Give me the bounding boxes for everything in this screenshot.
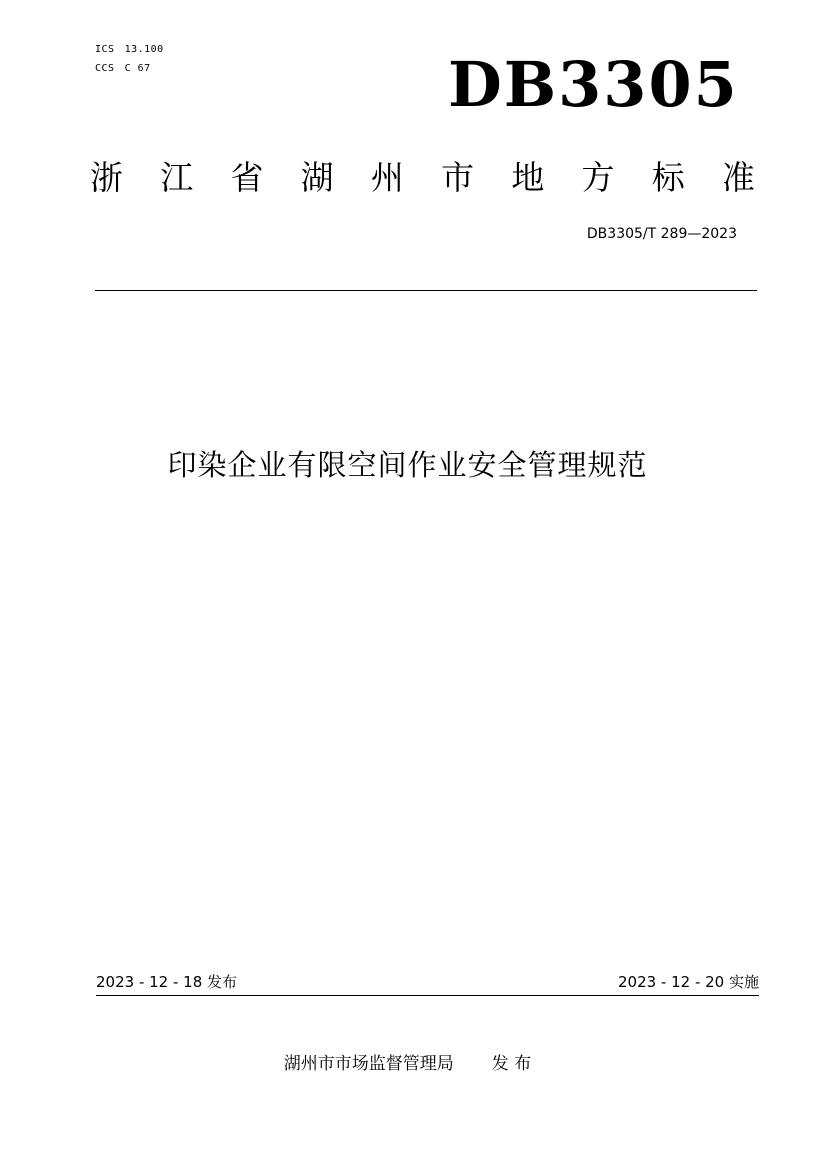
implementation-date: 2023 - 12 - 20 实施 xyxy=(617,973,759,991)
bottom-divider xyxy=(96,995,759,996)
standard-type-char: 浙 xyxy=(90,158,123,197)
standard-type-char: 标 xyxy=(651,158,685,197)
standard-type-char: 准 xyxy=(721,158,755,197)
standard-type-char: 市 xyxy=(441,158,475,197)
standard-type-char: 地 xyxy=(511,158,545,197)
standard-type-char: 方 xyxy=(581,158,615,197)
standard-logo: DB3305 xyxy=(448,48,739,121)
date-row xyxy=(96,970,759,994)
release-date: 2023 - 12 - 18 发布 xyxy=(96,973,238,991)
standard-number: DB3305/T 289—2023 xyxy=(586,226,737,242)
ccs-label: CCS xyxy=(95,63,115,74)
classification-codes xyxy=(95,40,164,78)
standard-type-heading xyxy=(90,154,755,202)
standard-type-char: 湖 xyxy=(300,158,334,197)
ccs-row xyxy=(95,59,164,78)
standard-type-char: 州 xyxy=(370,158,404,197)
issuer-action: 发 布 xyxy=(491,1054,532,1074)
top-divider xyxy=(95,290,757,291)
standard-type-char: 江 xyxy=(160,158,194,197)
issuer-row xyxy=(0,1052,815,1076)
ics-row xyxy=(95,40,164,59)
ics-value: 13.100 xyxy=(124,44,164,55)
issuer-name: 湖州市市场监督管理局 xyxy=(283,1054,454,1074)
standard-type-char: 省 xyxy=(230,158,264,197)
document-title: 印染企业有限空间作业安全管理规范 xyxy=(167,448,648,482)
ics-label: ICS xyxy=(95,44,115,55)
ccs-value: C 67 xyxy=(124,63,151,74)
